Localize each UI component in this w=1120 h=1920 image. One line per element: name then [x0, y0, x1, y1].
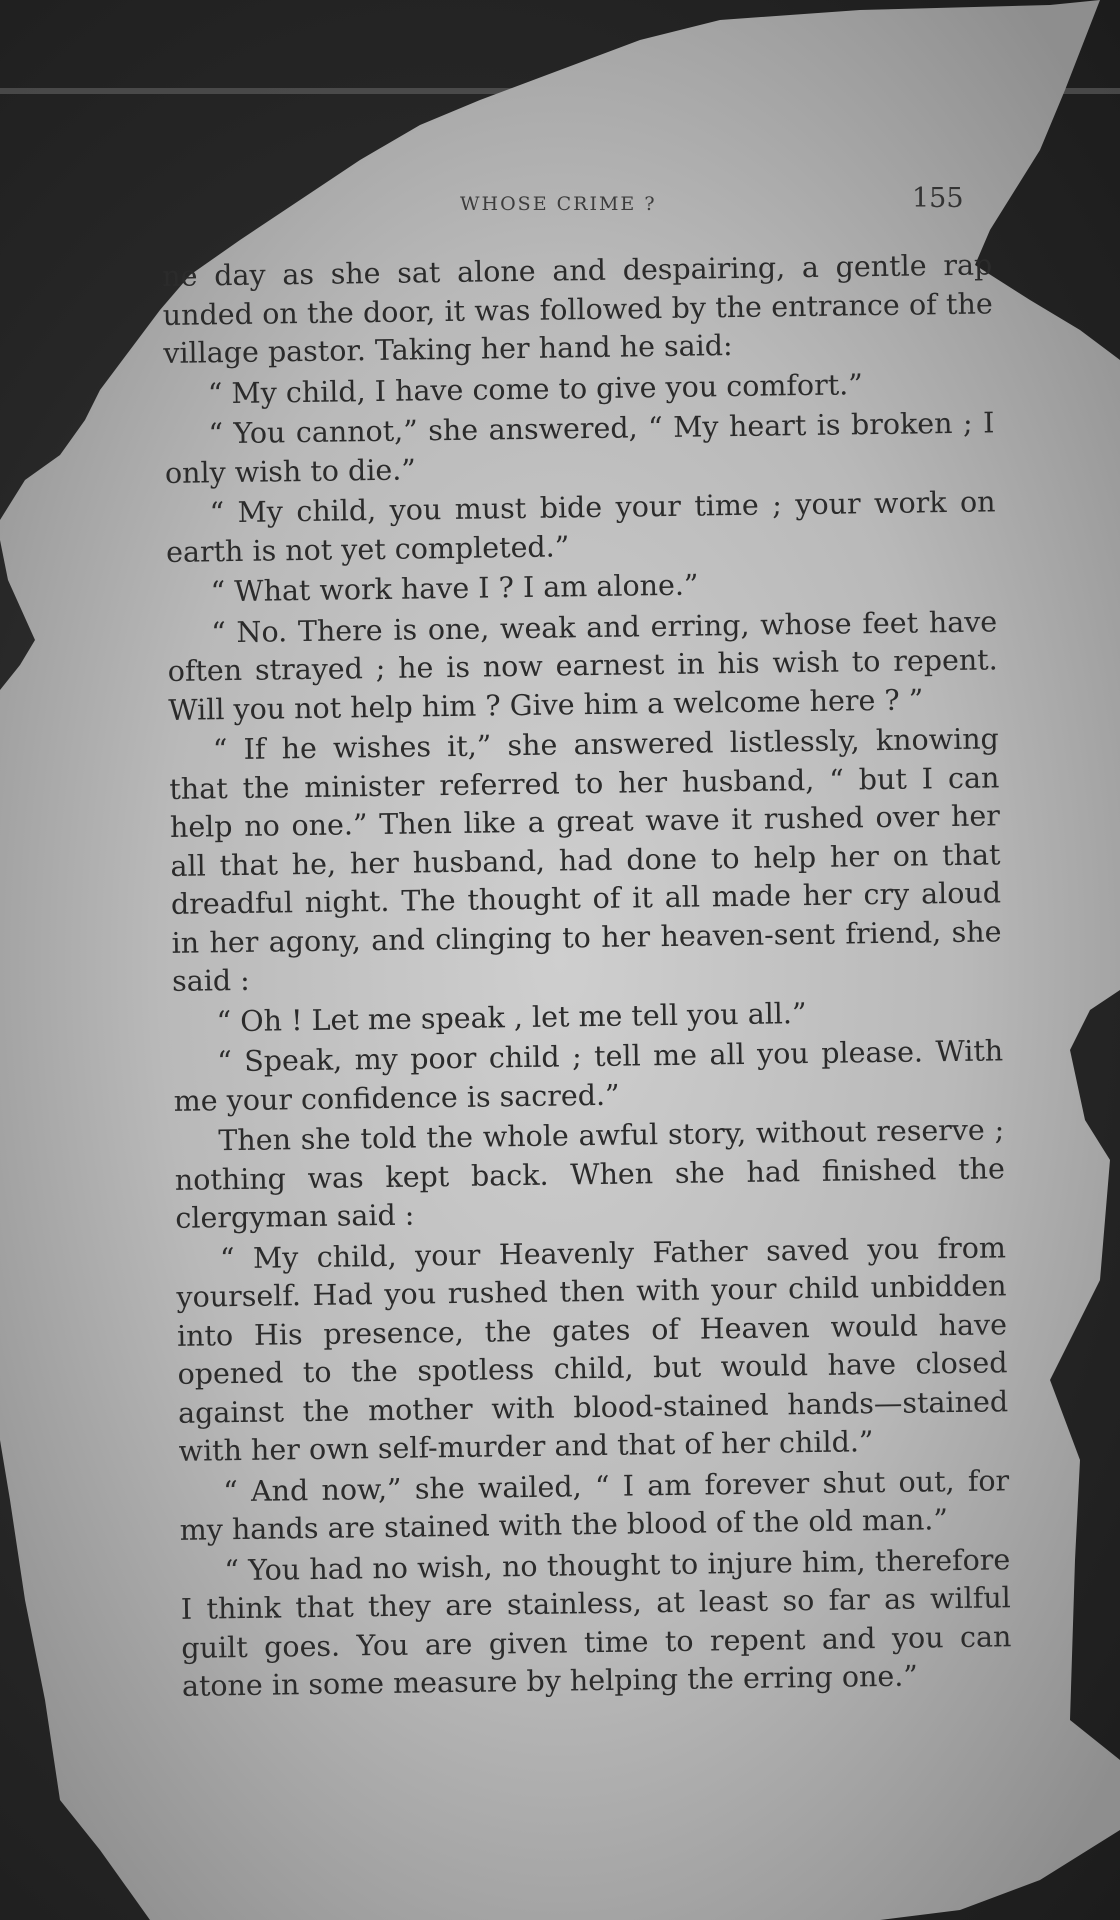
paragraph: “ If he wishes it,” she answered listlessly, knowing that the minister referred to her husband, “ but I can help no one.” Then like a great wave it rushed over her all that he, her husband, had done to help her on that dreadful night. The thought of it all made her cry aloud in her agony, and clinging to her heaven-sent friend, she said :: [169, 722, 1002, 998]
paragraph: “ And now,” she wailed, “ I am forever shut out, for my hands are stained with the blood of the old man.”: [179, 1463, 1010, 1547]
paragraph: “ Speak, my poor child ; tell me all you please. With me your confidence is sacred.”: [173, 1034, 1004, 1118]
paragraph: “ Oh ! Let me speak , let me tell you all.”: [216, 996, 807, 1038]
paragraph: “ My child, your Heavenly Father saved you from yourself. Had you rushed then with your child unbidden into His presence, the gates of Heaven would have opened to the spotless child, but would have closed against the mother with blood-stained hands—stained with her own self-murder and that of her child.”: [176, 1230, 1009, 1468]
paragraph: “ You cannot,” she answered, “ My heart is broken ; I only wish to die.”: [164, 406, 995, 490]
paragraph: “ My child, you must bide your time ; your work on earth is not yet completed.”: [165, 485, 996, 569]
page-body: [162, 246, 1012, 1708]
running-title: WHOSE CRIME ?: [460, 193, 657, 215]
paragraph: ne day as she sat alone and despairing, a gentle rap unded on the door, it was followed by the entrance of the village pastor. Taking her hand he said:: [162, 248, 993, 370]
paragraph: “ No. There is one, weak and erring, whose feet have often strayed ; he is now earnest in his wish to repent. Will you not help him ? Give him a welcome here ? ”: [167, 604, 998, 727]
page-number: 155: [912, 183, 964, 214]
paragraph: “ My child, I have come to give you comfort.”: [207, 367, 863, 410]
paragraph: “ You had no wish, no thought to injure him, therefore I think that they are stainless, at least so far as wilful guilt goes. You are given time to repent and you can atone in some measure by helping the erring one.”: [180, 1542, 1012, 1703]
paragraph: Then she told the whole awful story, without reserve ; nothing was kept back. When she had finished the clergyman said :: [174, 1113, 1006, 1235]
paragraph: “ What work have I ? I am alone.”: [210, 568, 699, 609]
